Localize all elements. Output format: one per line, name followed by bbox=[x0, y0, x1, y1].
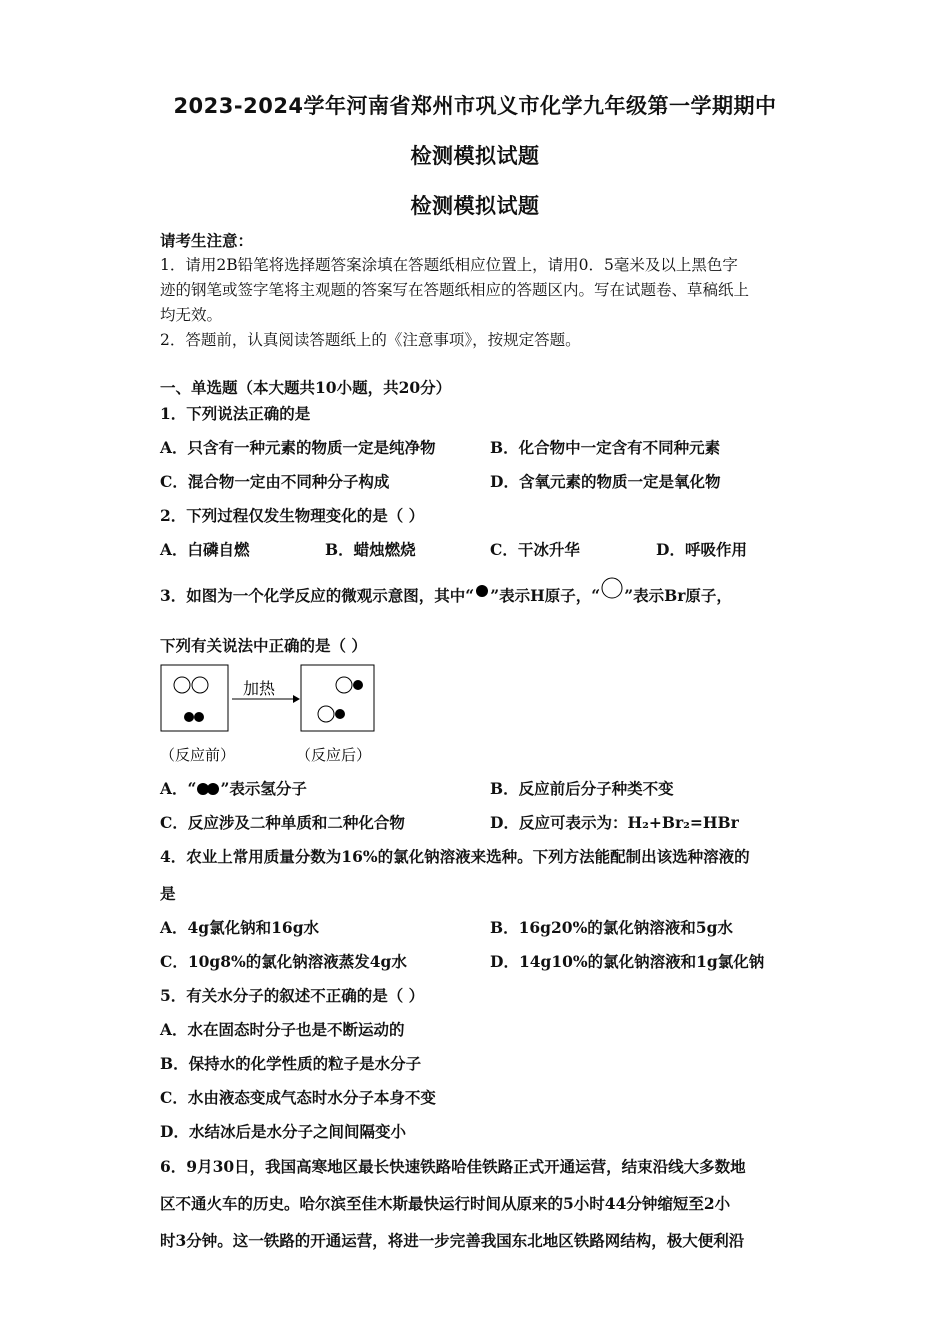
title-line-2: 检测模拟试题 bbox=[410, 144, 540, 168]
q6-line1: 6．9月30日，我国高寒地区最长快速铁路哈佳铁路正式开通运营，结束沿线大多数地 bbox=[160, 1157, 746, 1176]
caption-before: （反应前） bbox=[160, 746, 236, 764]
notice-item1-line1: 1．请用2B铅笔将选择题答案涂填在答题纸相应位置上，请用0．5毫米及以上黑色字 bbox=[160, 256, 738, 274]
q2-option-a: A．白磷自燃 bbox=[160, 540, 250, 559]
section1-heading: 一、单选题（本大题共10小题，共20分） bbox=[160, 378, 452, 397]
reaction-arrow-head bbox=[293, 695, 300, 703]
q5-option-b: B．保持水的化学性质的粒子是水分子 bbox=[160, 1054, 422, 1073]
q4-option-d: D．14g10%的氯化钠溶液和1g氯化钠 bbox=[490, 952, 765, 971]
q1-option-b: B．化合物中一定含有不同种元素 bbox=[490, 438, 721, 457]
q4-option-a: A．4g氯化钠和16g水 bbox=[160, 918, 320, 937]
h-atom-before-2 bbox=[194, 712, 204, 722]
q3-option-d: D．反应可表示为：H₂+Br₂=HBr bbox=[490, 813, 739, 832]
reaction-diagram bbox=[160, 664, 390, 774]
q1-option-d: D．含氧元素的物质一定是氧化物 bbox=[490, 472, 721, 491]
q5-stem: 5．有关水分子的叙述不正确的是（ ） bbox=[160, 986, 425, 1005]
h2-molecule-icon bbox=[196, 782, 220, 796]
br-atom-after-2 bbox=[318, 706, 334, 722]
q6-line2: 区不通火车的历史。哈尔滨至佳木斯最快运行时间从原来的5小时44分钟缩短至2小 bbox=[160, 1194, 731, 1213]
q4-option-b: B．16g20%的氯化钠溶液和5g水 bbox=[490, 918, 733, 937]
q3-stem-part3: ”表示Br原子， bbox=[624, 586, 732, 605]
q3-stem-part2: ”表示H原子，“ bbox=[490, 586, 601, 605]
br-atom-after-1 bbox=[336, 677, 352, 693]
h-atom-icon bbox=[474, 583, 490, 599]
q2-stem: 2．下列过程仅发生物理变化的是（ ） bbox=[160, 506, 425, 525]
q1-option-a: A．只含有一种元素的物质一定是纯净物 bbox=[160, 438, 436, 457]
q3-option-b: B．反应前后分子种类不变 bbox=[490, 779, 674, 798]
br-atom-before-2 bbox=[192, 677, 208, 693]
h-atom-after-2 bbox=[335, 709, 345, 719]
notice-item2: 2．答题前，认真阅读答题纸上的《注意事项》，按规定答题。 bbox=[160, 331, 581, 349]
q3-stem-part1: 3．如图为一个化学反应的微观示意图，其中“ bbox=[160, 586, 475, 605]
notice-heading: 请考生注意： bbox=[160, 231, 254, 250]
after-box bbox=[301, 665, 374, 731]
q2-option-b: B．蜡烛燃烧 bbox=[325, 540, 416, 559]
q2-option-c: C．干冰升华 bbox=[490, 540, 580, 559]
q2-option-d: D．呼吸作用 bbox=[656, 540, 747, 559]
q5-option-a: A．水在固态时分子也是不断运动的 bbox=[160, 1020, 405, 1039]
notice-item1-line2: 迹的钢笔或签字笔将主观题的答案写在答题纸相应的答题区内。写在试题卷、草稿纸上 bbox=[160, 281, 750, 299]
q3-option-a-prefix: A．“ bbox=[160, 779, 197, 798]
q3-option-a bbox=[160, 777, 307, 799]
q4-stem-line2: 是 bbox=[160, 884, 176, 903]
caption-after: （反应后） bbox=[296, 746, 372, 764]
q3-stem bbox=[160, 584, 732, 606]
notice-item1-line3: 均无效。 bbox=[160, 306, 223, 324]
q5-option-c: C．水由液态变成气态时水分子本身不变 bbox=[160, 1088, 436, 1107]
before-box bbox=[161, 665, 228, 731]
q6-line3: 时3分钟。这一铁路的开通运营，将进一步完善我国东北地区铁路网结构，极大便利沿 bbox=[160, 1231, 745, 1250]
q1-option-c: C．混合物一定由不同种分子构成 bbox=[160, 472, 390, 491]
arrow-label: 加热 bbox=[243, 679, 276, 698]
q5-option-d: D．水结冰后是水分子之间间隔变小 bbox=[160, 1122, 406, 1141]
q3-stem-line2: 下列有关说法中正确的是（ ） bbox=[160, 636, 367, 655]
q3-option-a-suffix: ”表示氢分子 bbox=[220, 779, 307, 798]
br-atom-icon bbox=[600, 576, 624, 600]
title-line-3: 检测模拟试题 bbox=[410, 194, 540, 218]
q4-option-c: C．10g8%的氯化钠溶液蒸发4g水 bbox=[160, 952, 407, 971]
q1-stem: 1．下列说法正确的是 bbox=[160, 404, 311, 423]
h-atom-after-1 bbox=[353, 680, 363, 690]
q3-option-c: C．反应涉及二种单质和二种化合物 bbox=[160, 813, 405, 832]
br-atom-before-1 bbox=[174, 677, 190, 693]
q4-stem-line1: 4．农业上常用质量分数为16%的氯化钠溶液来选种。下列方法能配制出该选种溶液的 bbox=[160, 847, 750, 866]
h-atom-before-1 bbox=[184, 712, 194, 722]
title-line-1: 2023-2024学年河南省郑州市巩义市化学九年级第一学期期中 bbox=[173, 94, 777, 118]
